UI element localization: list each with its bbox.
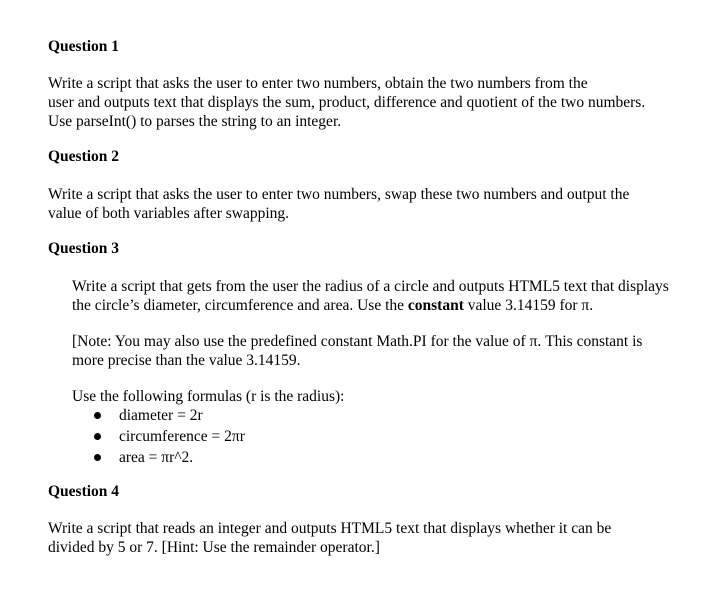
formula-item-diameter bbox=[72, 405, 472, 426]
formula-list bbox=[72, 405, 472, 468]
question-4-heading: Question 4 bbox=[48, 483, 120, 500]
constant-emphasis: constant bbox=[407, 297, 464, 314]
formulas-intro-text: Use the following formulas (r is the radius): bbox=[72, 388, 345, 405]
question-2-line-2: value of both variables after swapping. bbox=[48, 205, 290, 222]
question-1-line-2: user and outputs text that displays the sum, product, difference and quotient of the two numbers. bbox=[48, 94, 646, 111]
question-3-heading: Question 3 bbox=[48, 240, 120, 257]
question-3-note-line-1: [Note: You may also use the predefined constant Math.PI for the value of π. This constant is bbox=[72, 333, 643, 350]
question-2-line-1: Write a script that asks the user to enter two numbers, swap these two numbers and output the bbox=[48, 186, 630, 203]
question-3-note bbox=[72, 332, 687, 370]
question-4-line-2: divided by 5 or 7. [Hint: Use the remainder operator.] bbox=[48, 539, 380, 556]
bullet-icon bbox=[94, 433, 101, 440]
intro-text-before: the circle’s diameter, circumference and area. Use the bbox=[72, 297, 408, 314]
question-3-intro-line-2 bbox=[72, 296, 687, 315]
formula-text: diameter = 2r bbox=[119, 407, 203, 424]
question-4-text bbox=[48, 519, 688, 557]
formula-text: circumference = 2πr bbox=[119, 428, 245, 445]
question-3-note-line-2: more precise than the value 3.14159. bbox=[72, 352, 301, 369]
question-4-line-1: Write a script that reads an integer and outputs HTML5 text that displays whether it can be bbox=[48, 520, 612, 537]
question-3-formulas-intro bbox=[72, 387, 687, 406]
question-1-line-1: Write a script that asks the user to enter two numbers, obtain the two numbers from the bbox=[48, 75, 588, 92]
formula-text: area = πr^2. bbox=[119, 449, 194, 466]
formula-item-circumference bbox=[72, 426, 472, 447]
bullet-icon bbox=[94, 412, 101, 419]
question-1-line-3: Use parseInt() to parses the string to an integer. bbox=[48, 113, 342, 130]
question-1-text bbox=[48, 74, 688, 131]
question-1-heading: Question 1 bbox=[48, 38, 120, 55]
question-2-text bbox=[48, 185, 688, 223]
question-3-intro bbox=[72, 277, 687, 315]
bullet-icon bbox=[94, 454, 101, 461]
question-2-heading: Question 2 bbox=[48, 148, 120, 165]
intro-text-after: value 3.14159 for π. bbox=[463, 297, 594, 314]
question-3-intro-line-1: Write a script that gets from the user the radius of a circle and outputs HTML5 text that displays bbox=[72, 278, 669, 295]
formula-item-area bbox=[72, 447, 472, 468]
